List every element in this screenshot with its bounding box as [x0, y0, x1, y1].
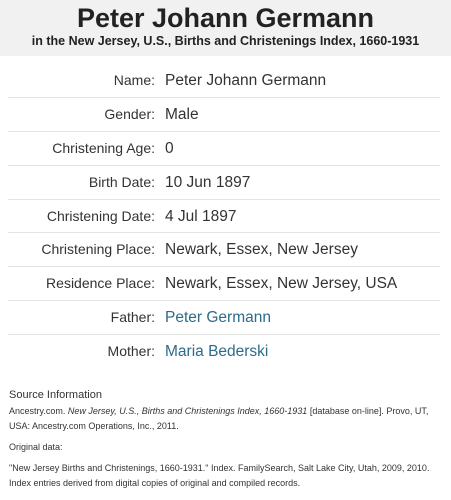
citation-title: New Jersey, U.S., Births and Christenings Index, 1660-1931: [67, 406, 308, 416]
source-citation: [9, 404, 445, 434]
field-label: Father:: [110, 309, 155, 326]
field-label: Residence Place:: [46, 275, 155, 292]
field-value: 10 Jun 1897: [165, 173, 251, 191]
record-title: Peter Johann Germann: [76, 3, 375, 33]
citation-prefix: Ancestry.com.: [9, 406, 68, 416]
field-row-christening-age: [8, 132, 440, 166]
field-label: Name:: [113, 72, 155, 88]
field-label: Mother:: [107, 343, 155, 360]
original-data-label: Original data:: [9, 442, 63, 452]
field-label: Christening Age:: [52, 139, 155, 156]
citation-suffix: [database on-line]. Provo, UT, USA: Ancestry.com Operations, Inc., 2011.: [9, 406, 429, 431]
field-row-name: [8, 64, 440, 98]
field-row-birth-date: [8, 166, 440, 200]
field-row-mother: [8, 335, 440, 369]
father-link[interactable]: Peter Germann: [165, 309, 271, 327]
original-data-text: "New Jersey Births and Christenings, 1660-1931." Index. FamilySearch, Salt Lake City, Utah, 2009, 2010. Index entries derived from digital copies of original and compiled records.: [9, 463, 430, 488]
field-value: Peter Johann Germann: [165, 72, 327, 89]
field-label: Gender:: [104, 105, 155, 122]
record-header: [0, 0, 451, 56]
field-label: Birth Date:: [88, 173, 155, 190]
record-subtitle: in the New Jersey, U.S., Births and Christenings Index, 1660-1931: [31, 34, 420, 48]
field-value: 0: [165, 139, 174, 157]
field-row-residence-place: [8, 267, 440, 301]
field-value: Newark, Essex, New Jersey, USA: [165, 275, 398, 293]
source-information: [9, 388, 445, 491]
field-label: Christening Place:: [41, 241, 155, 258]
mother-link[interactable]: Maria Bederski: [165, 343, 269, 361]
field-row-father: [8, 301, 440, 335]
field-row-christening-date: [8, 200, 440, 234]
field-value: 4 Jul 1897: [165, 207, 237, 225]
source-heading: Source Information: [9, 389, 102, 401]
field-value: Male: [165, 105, 199, 123]
field-row-christening-place: [8, 233, 440, 267]
field-row-gender: [8, 98, 440, 132]
field-value: Newark, Essex, New Jersey: [165, 241, 358, 259]
field-label: Christening Date:: [46, 207, 155, 224]
record-fields: [8, 64, 440, 369]
